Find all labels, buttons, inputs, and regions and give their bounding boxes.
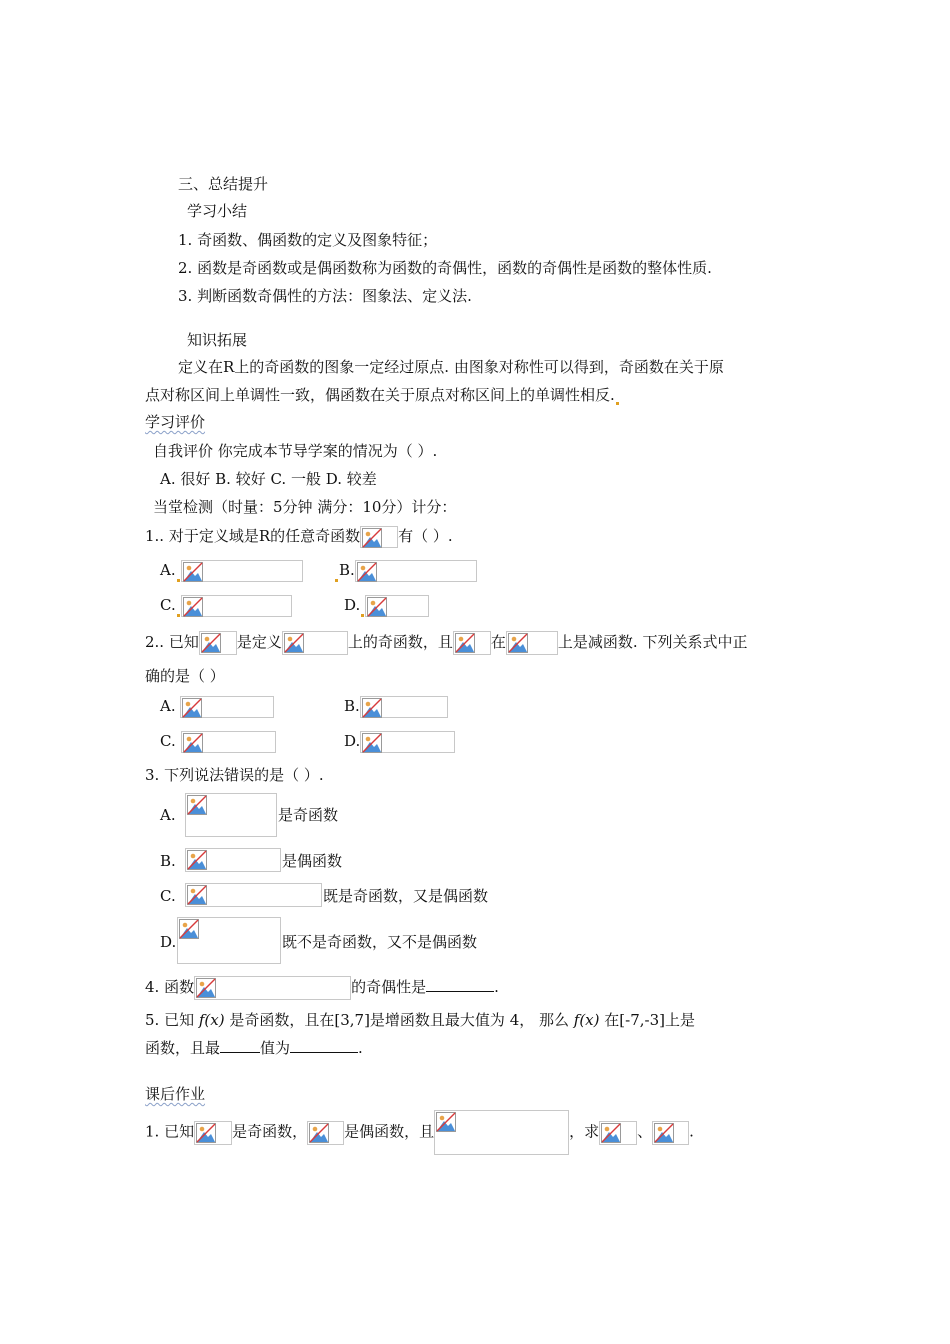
homework-text-4: ，求 bbox=[569, 1122, 600, 1141]
self-evaluation-options: A. 很好 B. 较好 C. 一般 D. 较差 bbox=[160, 470, 377, 488]
q5-line-2 bbox=[145, 1038, 363, 1058]
q5-text-1: 5. 已知 bbox=[145, 1011, 199, 1029]
q4-text-2: 的奇偶性是 bbox=[351, 978, 427, 996]
extension-line-2 bbox=[145, 385, 620, 405]
q2-text-3: 上的奇函数，且 bbox=[347, 633, 453, 651]
q1-label-b: B. bbox=[339, 561, 355, 579]
q1-option-c bbox=[160, 595, 292, 619]
broken-image-icon bbox=[199, 631, 237, 655]
broken-image-icon bbox=[599, 1121, 637, 1145]
q2-option-c bbox=[160, 731, 276, 755]
broken-image-icon bbox=[365, 595, 429, 617]
broken-image-icon bbox=[360, 696, 448, 718]
q1-label-a: A. bbox=[160, 561, 176, 579]
homework-heading: 课后作业 bbox=[145, 1085, 206, 1103]
broken-image-icon bbox=[355, 560, 477, 582]
q5-text-3: 在[-7,-3]上是 bbox=[604, 1011, 695, 1029]
q1-label-d: D. bbox=[344, 596, 361, 614]
q2-stem-line-2: 确的是（ ） bbox=[145, 667, 225, 685]
broken-image-icon bbox=[453, 631, 491, 655]
broken-image-icon bbox=[652, 1121, 689, 1145]
broken-image-icon bbox=[185, 793, 277, 837]
marker-dot bbox=[177, 614, 180, 617]
broken-image-icon bbox=[194, 1121, 232, 1145]
q2-label-b: B. bbox=[344, 697, 360, 715]
answer-blank[interactable] bbox=[220, 1038, 260, 1053]
answer-blank[interactable] bbox=[426, 977, 494, 992]
q1-stem-text: 1.. 对于定义域是R的任意奇函数 bbox=[145, 527, 361, 545]
self-evaluation: 自我评价 你完成本节导学案的情况为（ ）. bbox=[153, 442, 438, 460]
q3-option-c-text: 既是奇函数，又是偶函数 bbox=[323, 887, 489, 905]
test-info: 当堂检测（时量：5分钟 满分：10分）计分： bbox=[153, 498, 457, 516]
q5-text-4: 函数，且最 bbox=[145, 1039, 221, 1057]
q3-option-a-text: 是奇函数 bbox=[278, 806, 339, 824]
homework-text-5: 、 bbox=[637, 1122, 653, 1141]
q2-option-a bbox=[160, 696, 274, 720]
marker-dot bbox=[616, 402, 619, 405]
marker-dot bbox=[177, 579, 180, 582]
q1-option-b bbox=[334, 560, 477, 584]
q2-label-d: D. bbox=[344, 732, 361, 750]
broken-image-icon bbox=[360, 731, 455, 753]
q2-stem bbox=[145, 631, 747, 657]
broken-image-icon bbox=[181, 595, 292, 617]
extension-line-2-text: 点对称区间上单调性一致，偶函数在关于原点对称区间上的单调性相反. bbox=[145, 386, 615, 404]
q2-label-a: A. bbox=[160, 697, 176, 715]
broken-image-icon bbox=[360, 526, 398, 548]
extension-heading: 知识拓展 bbox=[187, 331, 248, 349]
q2-text-4: 在 bbox=[490, 633, 506, 651]
broken-image-icon bbox=[194, 976, 351, 1000]
broken-image-icon bbox=[185, 848, 281, 872]
q1-stem-end: 有（ ）. bbox=[398, 527, 453, 545]
q4-text-1: 4. 函数 bbox=[145, 978, 195, 996]
q3-option-d-text: 既不是奇函数，又不是偶函数 bbox=[282, 933, 478, 951]
q5-text-5: 值为 bbox=[260, 1039, 291, 1057]
extension-line-1: 定义在R上的奇函数的图象一定经过原点. 由图象对称性可以得到，奇函数在关于原 bbox=[178, 358, 724, 376]
broken-image-icon bbox=[177, 917, 281, 964]
evaluation-heading: 学习评价 bbox=[145, 413, 206, 431]
summary-item-2: 2. 函数是奇函数或是偶函数称为函数的奇偶性，函数的奇偶性是函数的整体性质. bbox=[178, 259, 712, 277]
q4-stem bbox=[145, 976, 499, 1002]
marker-dot bbox=[335, 579, 338, 582]
homework-text-2: 是奇函数， bbox=[232, 1122, 308, 1141]
q3-label-b: B. bbox=[160, 852, 176, 870]
q3-label-a: A. bbox=[160, 806, 176, 824]
q2-text-1: 2.. 已知 bbox=[145, 633, 199, 651]
q1-stem bbox=[145, 526, 453, 550]
summary-subheading: 学习小结 bbox=[187, 202, 248, 220]
homework-q1 bbox=[145, 1110, 694, 1156]
broken-image-icon bbox=[181, 560, 303, 582]
broken-image-icon bbox=[434, 1110, 569, 1155]
q5-text-2: 是奇函数，且在[3,7]是增函数且最大值为 4， 那么 bbox=[229, 1011, 574, 1029]
summary-heading: 三、总结提升 bbox=[178, 175, 269, 193]
q1-label-c: C. bbox=[160, 596, 176, 614]
q3-label-c: C. bbox=[160, 887, 176, 905]
q5-fx-1: f(x) bbox=[198, 1011, 225, 1029]
homework-end: . bbox=[689, 1122, 694, 1141]
broken-image-icon bbox=[185, 883, 322, 907]
summary-item-1: 1. 奇函数、偶函数的定义及图象特征； bbox=[178, 231, 438, 249]
q2-text-5: 上是减函数. 下列关系式中正 bbox=[557, 633, 748, 651]
q3-option-b-text: 是偶函数 bbox=[282, 852, 343, 870]
marker-dot bbox=[361, 614, 364, 617]
q5-line-1 bbox=[145, 1010, 695, 1030]
broken-image-icon bbox=[506, 631, 558, 655]
q5-fx-2: f(x) bbox=[573, 1011, 600, 1029]
answer-blank[interactable] bbox=[290, 1038, 358, 1053]
q3-label-d: D. bbox=[160, 933, 177, 951]
broken-image-icon bbox=[180, 696, 274, 718]
homework-text-1: 1. 已知 bbox=[145, 1122, 195, 1141]
q2-label-c: C. bbox=[160, 732, 176, 750]
q2-option-b bbox=[344, 696, 448, 720]
homework-text-3: 是偶函数，且 bbox=[344, 1122, 435, 1141]
q4-end: . bbox=[494, 978, 499, 996]
broken-image-icon bbox=[307, 1121, 344, 1145]
q2-text-2: 是定义 bbox=[236, 633, 282, 651]
broken-image-icon bbox=[282, 631, 348, 655]
q1-option-a bbox=[160, 560, 303, 584]
summary-item-3: 3. 判断函数奇偶性的方法：图象法、定义法. bbox=[178, 287, 472, 305]
q5-end: . bbox=[358, 1039, 363, 1057]
q2-option-d bbox=[344, 731, 455, 755]
q3-stem: 3. 下列说法错误的是（ ）. bbox=[145, 766, 324, 784]
q1-option-d bbox=[344, 595, 429, 619]
broken-image-icon bbox=[181, 731, 276, 753]
